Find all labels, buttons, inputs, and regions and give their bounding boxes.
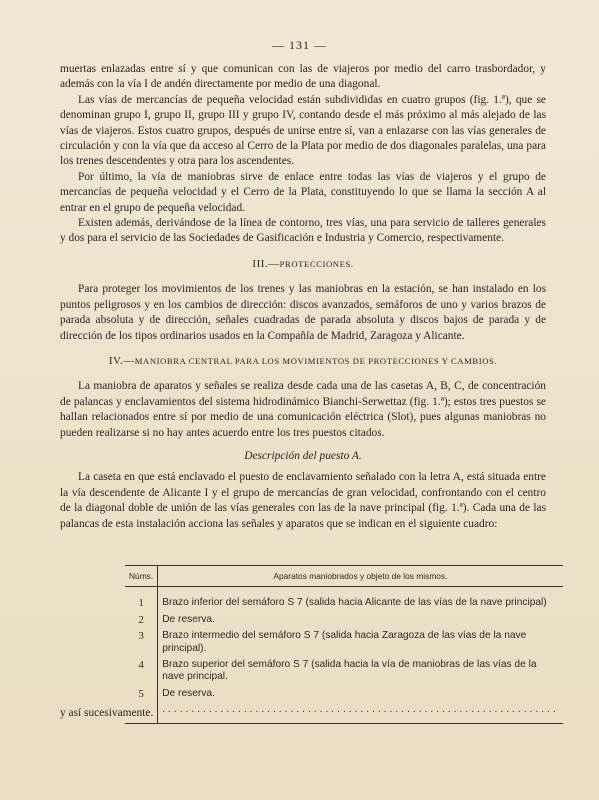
page-number: — 131 — bbox=[272, 38, 327, 52]
column-header-description: Aparatos maniobrados y objeto de los mismos. bbox=[158, 566, 563, 587]
table-header-row bbox=[125, 566, 563, 587]
lever-description: Brazo intermedio del semáforo S 7 (salida hacia Zaragoza de las vías de la nave principal). bbox=[162, 630, 527, 654]
lever-number: 4 bbox=[125, 657, 158, 686]
lever-number: 5 bbox=[125, 686, 158, 702]
table-row bbox=[125, 612, 563, 628]
table-row-continuation bbox=[125, 702, 563, 723]
lever-description: De reserva. bbox=[162, 687, 215, 699]
paragraph: Existen además, derivándose de la línea de contorno, tres vías, una para servicio de talleres generales y dos para el servicio de las Sociedades de Gasificación e Industria y Comercio, respectivamente. bbox=[60, 217, 546, 245]
section-heading-protecciones bbox=[60, 257, 546, 272]
lever-number: 2 bbox=[125, 612, 158, 628]
subheading-puesto-a: Descripción del puesto A. bbox=[244, 449, 362, 462]
lever-description: De reserva. bbox=[162, 613, 215, 625]
column-header-num: Núms. bbox=[125, 566, 158, 587]
paragraph: Para proteger los movimientos de los trenes y las maniobras en la estación, se han instalado en los puntos peligrosos y en los cambios de dirección: discos avanzados, semáforos de uno y varios brazos de parada absoluta y de dirección, señales cuadradas de parada absoluta y discos bajos de parada y de dirección de los tipos ordinarios usados en la Compañía de Madrid, Zaragoza y Alicante. bbox=[60, 283, 546, 342]
paragraph: La caseta en que está enclavado el puesto de enclavamiento señalado con la letra A, está situada entre la vía descendente de Alicante I y el grupo de mercancías de gran velocidad, confrontando con el centro de la diagonal doble de unión de las vías generales con las de la nave principal (fig. 1.ª). Cada una de las palancas de esta instalación acciona las señales y aparatos que se indican en el siguiente cuadro: bbox=[60, 471, 546, 530]
paragraph: La maniobra de aparatos y señales se realiza desde cada una de las casetas A, B, C, de concentración de palancas y enclavamientos del sistema hidrodinámico Bianchi-Serwettaz (fig. 1.ª); estos tres puestos se hallan relacionados entre sí por medio de una comunicación eléctrica (Slot), pues algunas maniobras no pueden realizarse si no hay antes acuerdo entre los tres puestos citados. bbox=[60, 380, 546, 439]
table-row bbox=[125, 686, 563, 702]
section-title: PROTECCIONES. bbox=[279, 258, 354, 269]
table-row bbox=[125, 628, 563, 657]
lever-description: Brazo superior del semáforo S 7 (salida hacia la vía de maniobras de las vías de la nave principal. bbox=[162, 659, 537, 683]
table-row bbox=[125, 587, 563, 612]
lever-number: 3 bbox=[125, 628, 158, 657]
lever-number: 1 bbox=[125, 587, 158, 612]
paragraph: muertas enlazadas entre sí y que comunican con las de viajeros por medio del carro trasbordador, y además con la vía I de andén directamente por medio de una diagonal. bbox=[60, 63, 546, 91]
paragraph: Por último, la vía de maniobras sirve de enlace entre todas las vías de viajeros y el grupo de mercancías de pequeña velocidad y el Cerro de la Plata, constituyendo lo que se llama la sección A al entrar en el grupo de pequeña velocidad. bbox=[60, 170, 546, 214]
section-numeral: III.— bbox=[252, 257, 280, 270]
levers-table bbox=[125, 565, 563, 724]
lever-description: Brazo inferior del semáforo S 7 (salida hacia Alicante de las vías de la nave principal) bbox=[162, 597, 547, 609]
section-heading-maniobra bbox=[60, 354, 546, 369]
paragraph: Las vías de mercancías de pequeña velocidad están subdivididas en cuatro grupos (fig. 1.ª), que se denominan grupo I, grupo II, grupo III y grupo IV, contando desde el más próximo al más alejado de las vías de viajeros. Estos cuatro grupos, después de unirse entre sí, van a enlazarse con las vías generales de circulación y con la vía que da acceso al Cerro de la Plata por medio de dos diagonales paralelas, una para los trenes descendentes y otra para los ascendentes. bbox=[60, 93, 546, 168]
section-title: MANIOBRA CENTRAL PARA LOS MOVIMIENTOS DE PROTECCIONES Y CAMBIOS. bbox=[134, 355, 498, 366]
body-text bbox=[60, 62, 546, 532]
dotted-leader: .................................................................... bbox=[158, 702, 563, 723]
section-numeral: IV.— bbox=[108, 354, 135, 367]
closing-text: y así sucesivamente. bbox=[60, 707, 154, 719]
table-row bbox=[125, 657, 563, 686]
